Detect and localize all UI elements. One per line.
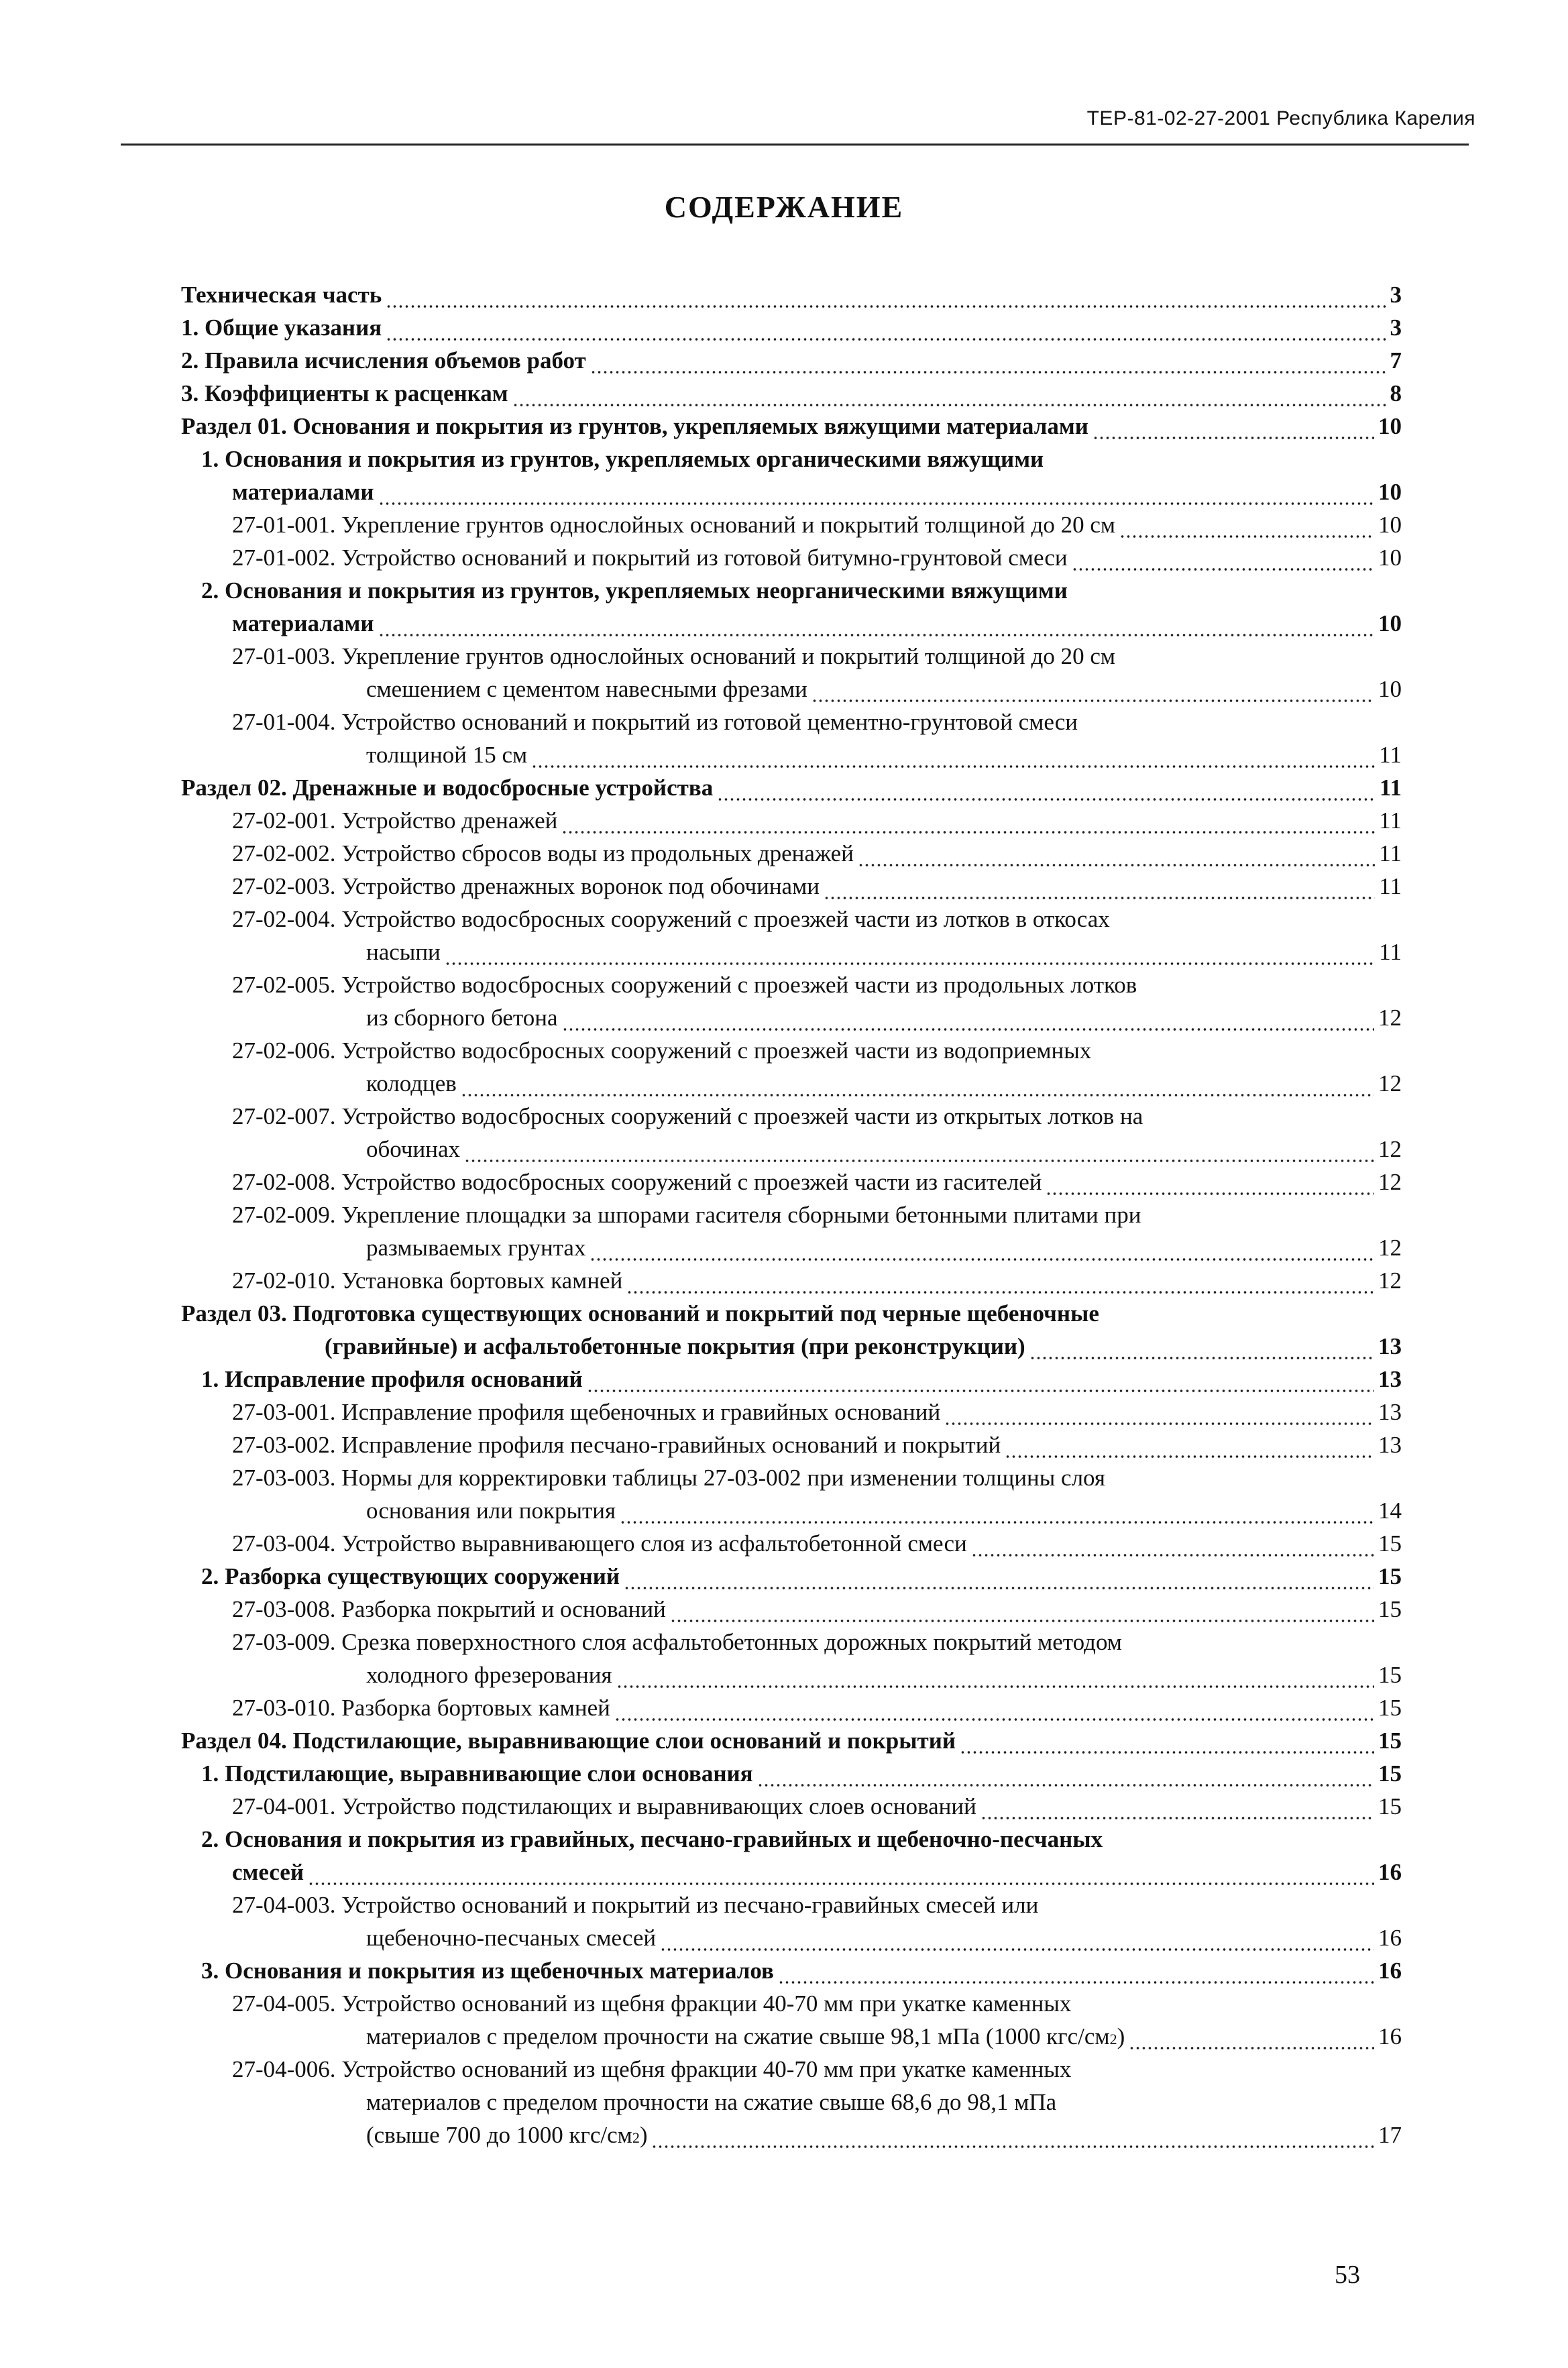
toc-entry-title: 27-02-003. Устройство дренажных воронок под обочинами: [232, 873, 820, 899]
toc-entry-page: 16: [1378, 1958, 1402, 1984]
toc-entry: [181, 412, 1402, 441]
toc-entry: [181, 379, 1402, 408]
toc-entry-title: 27-02-005. Устройство водосбросных сооружений с проезжей части из продольных лотков: [232, 972, 1137, 998]
toc-entry: [232, 642, 1115, 671]
toc-entry: [232, 1036, 1091, 1066]
toc-entry-page: 11: [1379, 775, 1402, 801]
toc-entry: [181, 1726, 1402, 1756]
dot-leader: [512, 388, 1386, 408]
dot-leader: [811, 684, 1374, 704]
page-title: СОДЕРЖАНИЕ: [664, 190, 904, 224]
toc-entry-title: 27-03-010. Разборка бортовых камней: [232, 1695, 610, 1721]
toc-entry: [232, 1200, 1141, 1230]
toc-entry-page: 3: [1390, 315, 1402, 341]
toc-entry-page: 12: [1378, 1267, 1402, 1294]
toc-entry: [366, 2088, 1056, 2117]
toc-entry: [366, 1069, 1402, 1098]
toc-entry: [232, 2055, 1071, 2084]
toc-entry-title: толщиной 15 см: [366, 742, 528, 768]
toc-entry-title: 27-01-004. Устройство оснований и покрытий из готовой цементно-грунтовой смеси: [232, 709, 1078, 735]
dot-leader: [461, 1078, 1374, 1098]
toc-entry-title: 2. Разборка существующих сооружений: [201, 1563, 620, 1589]
toc-entry-page: 15: [1378, 1793, 1402, 1819]
toc-entry-title: колодцев: [366, 1070, 457, 1096]
dot-leader: [757, 1768, 1374, 1789]
dot-leader: [378, 618, 1374, 638]
toc-entry-page: 17: [1378, 2122, 1402, 2148]
dot-leader: [651, 2130, 1374, 2150]
dot-leader: [858, 848, 1375, 868]
toc-entry: [181, 346, 1402, 376]
toc-entry-title: 3. Коэффициенты к расценкам: [181, 380, 508, 406]
toc-entry-page: 12: [1378, 1235, 1402, 1261]
toc-entry: [232, 1693, 1402, 1723]
toc-entry: [232, 1168, 1402, 1197]
toc-entry-title: 27-03-009. Срезка поверхностного слоя асфальтобетонных дорожных покрытий методом: [232, 1629, 1122, 1655]
toc-entry: [201, 1956, 1402, 1986]
document-code: ТЕР-81-02-27-2001 Республика Карелия: [1086, 107, 1475, 129]
toc-entry-title: (свыше 700 до 1000 кгс/см: [366, 2122, 632, 2148]
toc-entry-page: 13: [1378, 1432, 1402, 1458]
dot-leader: [624, 1571, 1374, 1591]
toc-entry-page: 8: [1390, 380, 1402, 406]
toc-entry: [201, 1562, 1402, 1591]
toc-entry-page: 13: [1378, 1366, 1402, 1392]
dot-leader: [386, 290, 1386, 310]
toc-entry-page: 12: [1378, 1070, 1402, 1096]
toc-entry-page: 15: [1378, 1563, 1402, 1589]
toc-entry: (свыше 700 до 1000 кгс/см 2 ) 17: [366, 2121, 1402, 2150]
toc-entry-page: 16: [1378, 1925, 1402, 1951]
toc-entry-title: смесей: [232, 1859, 304, 1885]
dot-leader: [960, 1736, 1374, 1756]
toc-entry-title: Раздел 04. Подстилающие, выравнивающие слои оснований и покрытий: [181, 1728, 956, 1754]
toc-entry: [232, 806, 1402, 836]
dot-leader: [620, 1506, 1374, 1526]
toc-entry-title: 27-02-004. Устройство водосбросных сооружений с проезжей части из лотков в откосах: [232, 906, 1110, 932]
toc-entry-title: холодного фрезерования: [366, 1662, 612, 1688]
toc-entry: [232, 543, 1402, 573]
toc-entry-page: 11: [1379, 873, 1402, 899]
toc-entry-title: 1. Исправление профиля оснований: [201, 1366, 583, 1392]
toc-entry: [366, 1135, 1402, 1164]
toc-entry-page: 11: [1379, 807, 1402, 834]
toc-entry: [232, 839, 1402, 868]
dot-leader: [971, 1538, 1374, 1559]
toc-entry-page: 10: [1378, 610, 1402, 636]
toc-entry: [201, 1759, 1402, 1789]
toc-entry-title: обочинах: [366, 1136, 460, 1162]
toc-entry-title: 27-02-007. Устройство водосбросных сооружений с проезжей части из открытых лотков на: [232, 1103, 1143, 1129]
toc-entry-title: Техническая часть: [181, 282, 382, 308]
toc-entry: [366, 1660, 1402, 1690]
dot-leader: [614, 1703, 1374, 1723]
toc-entry-title: 27-02-009. Укрепление площадки за шпорами гасителя сборными бетонными плитами при: [232, 1202, 1141, 1228]
toc-entry-title: насыпи: [366, 939, 441, 965]
dot-leader: [616, 1670, 1374, 1690]
toc-entry: [232, 477, 1402, 507]
toc-entry-page: 11: [1379, 742, 1402, 768]
toc-entry: [181, 313, 1402, 343]
toc-entry-page: 10: [1378, 545, 1402, 571]
toc-entry: [232, 905, 1110, 934]
toc-entry: [232, 1792, 1402, 1821]
toc-entry-title: Раздел 03. Подготовка существующих оснований и покрытий под черные щебеночные: [181, 1300, 1099, 1327]
toc-entry-page: 16: [1378, 2023, 1402, 2049]
toc-entry-title: 3. Основания и покрытия из щебеночных материалов: [201, 1958, 774, 1984]
dot-leader: [1093, 421, 1374, 441]
toc-entry: [181, 280, 1402, 310]
dot-leader: [1029, 1341, 1374, 1361]
toc-entry: [181, 773, 1402, 803]
toc-entry-title: 27-02-006. Устройство водосбросных сооружений с проезжей части из водоприемных: [232, 1037, 1092, 1064]
dot-leader: [778, 1966, 1374, 1986]
dot-leader: [386, 323, 1386, 343]
toc-entry-title: из сборного бетона: [366, 1005, 558, 1031]
dot-leader: [717, 783, 1376, 803]
toc-entry: [232, 1102, 1143, 1131]
toc-entry: [201, 1365, 1402, 1394]
toc-entry-page: 15: [1378, 1662, 1402, 1688]
toc-entry-title: материалами: [232, 479, 374, 505]
toc-entry: [232, 1989, 1071, 2019]
toc-entry-page: 3: [1390, 282, 1402, 308]
dot-leader: [378, 487, 1374, 507]
toc-entry-title: 27-03-001. Исправление профиля щебеночных и гравийных оснований: [232, 1399, 941, 1425]
toc-entry-page: 10: [1378, 676, 1402, 702]
toc-entry-title: 27-02-010. Установка бортовых камней: [232, 1267, 623, 1294]
toc-entry: [232, 1891, 1038, 1920]
toc-entry-title: 27-02-001. Устройство дренажей: [232, 807, 558, 834]
toc-entry: [232, 1858, 1402, 1887]
toc-entry-page: 11: [1379, 840, 1402, 866]
toc-entry: [366, 1496, 1402, 1526]
page-number: 53: [1335, 2261, 1360, 2289]
toc-entry-title: (гравийные) и асфальтобетонные покрытия (при реконструкции): [325, 1333, 1025, 1359]
dot-leader: [562, 1013, 1374, 1033]
toc-entry: [232, 1529, 1402, 1559]
toc-entry-page: 10: [1378, 413, 1402, 439]
toc-entry-page: 16: [1378, 1859, 1402, 1885]
toc-entry: [232, 1266, 1402, 1296]
dot-leader: [1129, 2031, 1374, 2051]
toc-entry: [232, 872, 1402, 901]
toc-entry: [232, 708, 1078, 737]
toc-entry-title: 27-01-003. Укрепление грунтов однослойных оснований и покрытий толщиной до 20 см: [232, 643, 1116, 669]
toc-entry: [201, 445, 1044, 474]
dot-leader: [464, 1144, 1374, 1164]
dot-leader: [626, 1276, 1374, 1296]
toc-entry: [325, 1332, 1402, 1361]
toc-entry-title: 27-03-008. Разборка покрытий и оснований: [232, 1596, 666, 1622]
toc-entry-page: 12: [1378, 1136, 1402, 1162]
toc-entry-title: Раздел 01. Основания и покрытия из грунтов, укрепляемых вяжущими материалами: [181, 413, 1088, 439]
toc-entry-page: 10: [1378, 512, 1402, 538]
dot-leader: [590, 355, 1386, 376]
toc-entry: [232, 510, 1402, 540]
toc-entry: [232, 1463, 1105, 1493]
dot-leader: [1119, 520, 1374, 540]
toc-entry: [366, 938, 1402, 967]
toc-entry: [366, 1923, 1402, 1953]
toc-entry-title: размываемых грунтах: [366, 1235, 586, 1261]
toc-entry-title: 27-03-004. Устройство выравнивающего слоя из асфальтобетонной смеси: [232, 1530, 967, 1557]
toc-entry: [232, 1628, 1122, 1657]
toc-entry: [366, 675, 1402, 704]
toc-entry-title: 27-01-002. Устройство оснований и покрытий из готовой битумно-грунтовой смеси: [232, 545, 1068, 571]
toc-entry-page: 12: [1378, 1169, 1402, 1195]
toc-entry-title: 1. Подстилающие, выравнивающие слои основания: [201, 1760, 753, 1787]
dot-leader: [308, 1867, 1374, 1887]
dot-leader: [445, 947, 1376, 967]
toc-entry-page: 13: [1378, 1399, 1402, 1425]
toc-entry-title: материалов с пределом прочности на сжатие свыше 98,1 мПа (1000 кгс/см: [366, 2023, 1110, 2049]
toc-entry-title: 27-01-001. Укрепление грунтов однослойных оснований и покрытий толщиной до 20 см: [232, 512, 1116, 538]
toc-entry: [232, 1398, 1402, 1427]
toc-entry-title: 2. Правила исчисления объемов работ: [181, 347, 586, 374]
dot-leader: [1046, 1177, 1374, 1197]
dot-leader: [824, 881, 1375, 901]
toc-entry: [232, 1430, 1402, 1460]
toc-entry: [232, 970, 1137, 1000]
dot-leader: [981, 1801, 1374, 1821]
toc-entry-title: 27-04-005. Устройство оснований из щебня фракции 40-70 мм при укатке каменных: [232, 1990, 1072, 2017]
toc-entry-page: 15: [1378, 1530, 1402, 1557]
toc-entry-title: 27-04-001. Устройство подстилающих и выравнивающих слоев оснований: [232, 1793, 976, 1819]
toc-entry-page: 14: [1378, 1498, 1402, 1524]
toc-entry-title: 2. Основания и покрытия из грунтов, укрепляемых неорганическими вяжущими: [201, 577, 1068, 604]
toc-entry: [232, 1595, 1402, 1624]
toc-entry-title: 27-03-002. Исправление профиля песчано-гравийных оснований и покрытий: [232, 1432, 1001, 1458]
toc-entry-title: 1. Общие указания: [181, 315, 382, 341]
toc-entry-page: 15: [1378, 1760, 1402, 1787]
toc-entry-page: 15: [1378, 1695, 1402, 1721]
dot-leader: [590, 1243, 1374, 1263]
toc-entry-title: смешением с цементом навесными фрезами: [366, 676, 807, 702]
toc-entry-title: материалами: [232, 610, 374, 636]
toc-entry-title: 27-04-003. Устройство оснований и покрытий из песчано-гравийных смесей или: [232, 1892, 1039, 1918]
closing-paren: ): [1117, 2023, 1125, 2049]
toc-entry-title: 27-04-006. Устройство оснований из щебня фракции 40-70 мм при укатке каменных: [232, 2056, 1072, 2082]
toc-entry: [201, 576, 1068, 606]
toc-entry-page: 15: [1378, 1728, 1402, 1754]
dot-leader: [587, 1374, 1374, 1394]
toc-entry-title: 2. Основания и покрытия из гравийных, песчано-гравийных и щебеночно-песчаных: [201, 1826, 1103, 1852]
toc-entry-title: Раздел 02. Дренажные и водосбросные устройства: [181, 775, 714, 801]
toc-entry-page: 11: [1379, 939, 1402, 965]
toc-entry-title: материалов с пределом прочности на сжатие свыше 68,6 до 98,1 мПа: [366, 2089, 1057, 2115]
toc-entry-title: 27-02-002. Устройство сбросов воды из продольных дренажей: [232, 840, 854, 866]
toc-entry-title: основания или покрытия: [366, 1498, 616, 1524]
toc-entry-page: 15: [1378, 1596, 1402, 1622]
toc-entry-title: 1. Основания и покрытия из грунтов, укрепляемых органическими вяжущими: [201, 446, 1044, 472]
toc-entry-page: 13: [1378, 1333, 1402, 1359]
closing-paren: ): [639, 2122, 648, 2148]
dot-leader: [531, 750, 1375, 770]
toc-entry: [366, 1233, 1402, 1263]
toc-entry: [366, 740, 1402, 770]
dot-leader: [1005, 1440, 1374, 1460]
toc-entry-title: щебеночно-песчаных смесей: [366, 1925, 657, 1951]
dot-leader: [1072, 553, 1374, 573]
toc-entry: материалов с пределом прочности на сжатие свыше 98,1 мПа (1000 кгс/см 2 ) 16: [366, 2022, 1402, 2051]
dot-leader: [670, 1604, 1374, 1624]
dot-leader: [944, 1407, 1374, 1427]
dot-leader: [561, 815, 1375, 836]
toc-entry: [201, 1825, 1103, 1854]
toc-entry: [232, 609, 1402, 638]
dot-leader: [660, 1933, 1374, 1953]
toc-entry-page: 10: [1378, 479, 1402, 505]
toc-entry: [366, 1003, 1402, 1033]
toc-entry-page: 7: [1390, 347, 1402, 374]
toc-entry-title: 27-02-008. Устройство водосбросных сооружений с проезжей части из гасителей: [232, 1169, 1042, 1195]
toc-entry: [181, 1299, 1099, 1329]
toc-entry-page: 12: [1378, 1005, 1402, 1031]
toc-entry-title: 27-03-003. Нормы для корректировки таблицы 27-03-002 при изменении толщины слоя: [232, 1465, 1105, 1491]
